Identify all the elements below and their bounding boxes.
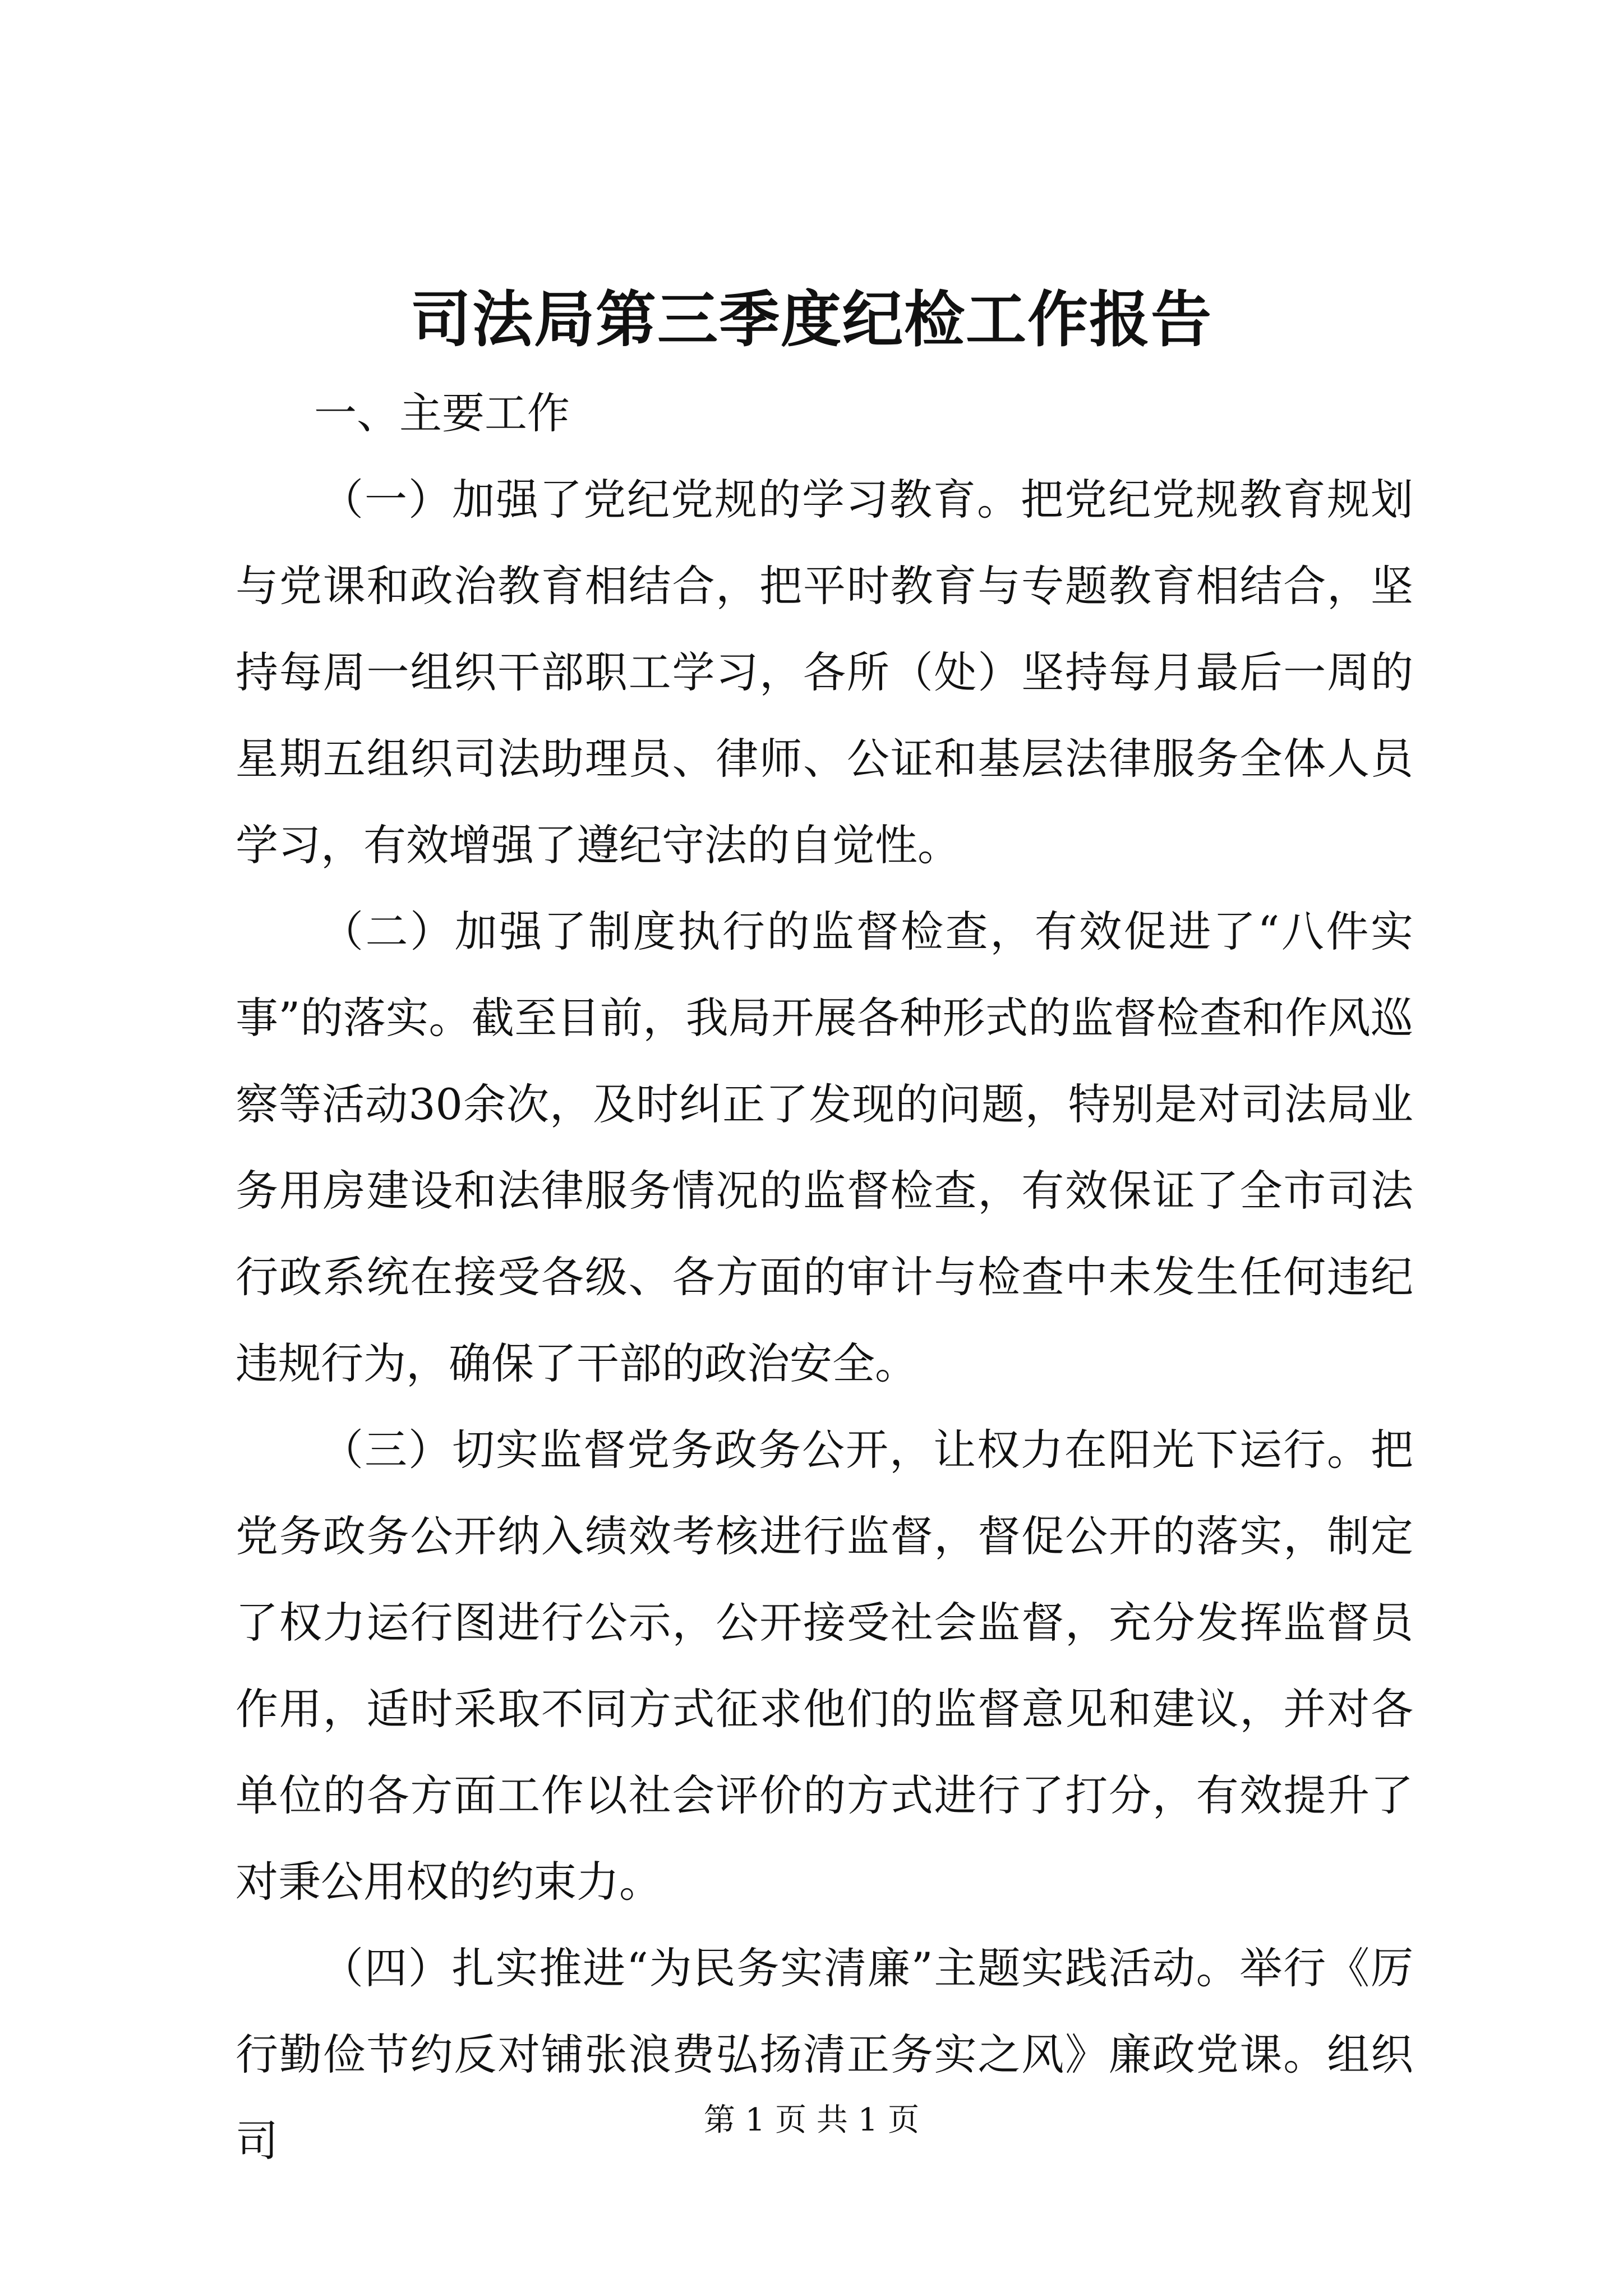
document-body (236, 370, 1413, 2184)
paragraph-4: （四）扎实推进“为民务实清廉”主题实践活动。举行《厉行勤俭节约反对铺张浪费弘扬清正务实之风》廉政党课。组织司 (236, 1943, 1413, 2166)
paragraph-2: （二）加强了制度执行的监督检查，有效促进了“八件实事”的落实。截至目前，我局开展各种形式的监督检查和作风巡察等活动30余次，及时纠正了发现的问题，特别是对司法局业务用房建设和法律服务情况的监督检查，有效保证了全市司法行政系统在接受各级、各方面的审计与检查中未发生任何违纪违规行为，确保了干部的政治安全。 (236, 907, 1413, 1388)
paragraph-3: （三）切实监督党务政务公开，让权力在阳光下运行。把党务政务公开纳入绩效考核进行监督，督促公开的落实，制定了权力运行图进行公示，公开接受社会监督，充分发挥监督员作用，适时采取不同方式征求他们的监督意见和建议，并对各单位的各方面工作以社会评价的方式进行了打分，有效提升了对秉公用权的约束力。 (236, 1425, 1413, 1907)
document-title: 司法局第三季度纪检工作报告 (410, 284, 1212, 355)
paragraph-1: （一）加强了党纪党规的学习教育。把党纪党规教育规划与党课和政治教育相结合，把平时教育与专题教育相结合，坚持每周一组织干部职工学习，各所（处）坚持每月最后一周的星期五组织司法助理员、律师、公证和基层法律服务全体人员学习，有效增强了遵纪守法的自觉性。 (236, 475, 1413, 870)
page-footer: 第 1 页 共 1 页 (703, 2102, 920, 2138)
section-heading: 一、主要工作 (314, 388, 570, 438)
